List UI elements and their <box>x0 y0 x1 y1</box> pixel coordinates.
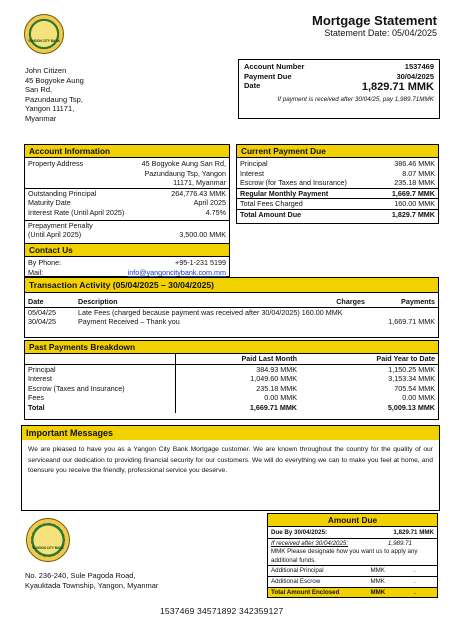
prepayment-period-label: (Until April 2025) <box>28 230 82 240</box>
account-summary-box <box>238 59 440 119</box>
account-information-heading: Account Information <box>25 145 229 158</box>
breakdown-year-to-date: 705.54 MMK <box>394 383 435 393</box>
transaction-activity-heading: Transaction Activity (05/04/2025 – 30/04/2025) <box>25 278 438 293</box>
total-row <box>25 403 438 413</box>
bank-logo-icon: YANGON CITY BANK <box>26 518 70 562</box>
total-enclosed-label: Total Amount Enclosed <box>271 588 340 596</box>
interest-value: 8.07 MMK <box>402 168 435 178</box>
transaction-header-row <box>25 297 438 307</box>
bank-address <box>25 571 158 591</box>
col-paid-year-to-date: Paid Year to Date <box>376 354 435 363</box>
breakdown-last-month: 0.00 MMK <box>175 393 300 403</box>
transaction-description: Payment Received – Thank you <box>78 317 180 327</box>
account-number-label: Account Number <box>244 62 305 71</box>
address-line: San Rd, <box>25 85 53 94</box>
principal-label: Principal <box>240 159 268 168</box>
total-enclosed-input[interactable]: . <box>414 588 416 596</box>
payment-due-label: Payment Due <box>244 71 292 81</box>
transaction-table <box>25 297 438 327</box>
outstanding-principal-label: Outstanding Principal <box>28 188 97 198</box>
property-address-line: Pazundaung Tsp, Yangon <box>144 168 226 178</box>
property-address-label: Property Address <box>28 159 84 168</box>
due-by-value: 1,829.71 MMK <box>393 529 434 536</box>
customer-address <box>25 66 84 123</box>
breakdown-year-to-date: 3,153.34 MMK <box>388 374 435 384</box>
current-payment-due-box <box>236 144 439 224</box>
additional-funds-note: MMK Please designate how you want us to apply any additional funds. <box>271 548 418 564</box>
principal-value: 386.46 MMK <box>394 159 435 168</box>
maturity-date-label: Maturity Date <box>28 198 71 208</box>
transaction-charges <box>308 317 368 327</box>
breakdown-last-month: 1,049.60 MMK <box>175 374 300 384</box>
escrow-value: 235.18 MMK <box>394 178 435 188</box>
address-line: Pazundaung Tsp, <box>25 94 83 104</box>
transaction-activity-box <box>24 277 439 338</box>
col-date: Date <box>28 297 44 306</box>
important-messages-box <box>21 425 440 511</box>
regular-monthly-payment-value: 1,669.7 MMK <box>391 188 435 198</box>
past-payments-heading: Past Payments Breakdown <box>25 341 438 354</box>
late-amount-label: If received after 30/04/2025: <box>271 539 349 547</box>
payment-reference-code: 1537469 34571892 342359127 <box>160 606 284 616</box>
col-charges: Charges <box>336 297 365 306</box>
mail-label: Mail: <box>28 267 44 277</box>
transaction-date: 30/04/25 <box>28 317 56 327</box>
additional-escrow-input[interactable]: . <box>414 577 416 585</box>
contact-us-box <box>24 243 230 277</box>
additional-principal-input[interactable]: . <box>414 567 416 575</box>
address-line: Yangon 11171, <box>25 104 75 113</box>
account-number-value: 1537469 <box>404 62 434 71</box>
breakdown-label: Escrow (Taxes and Insurance) <box>28 383 125 393</box>
statement-date: Statement Date: 05/04/2025 <box>324 28 437 38</box>
outstanding-principal-value: 264,776.43 MMK <box>171 188 226 198</box>
important-messages-heading: Important Messages <box>22 426 439 440</box>
interest-label: Interest <box>240 168 264 178</box>
bank-logo-icon: YANGON CITY BANK <box>24 14 64 54</box>
breakdown-label: Interest <box>28 374 52 384</box>
escrow-label: Escrow (for Taxes and Insurance) <box>240 178 347 188</box>
total-label: Total <box>28 402 45 412</box>
account-information-box <box>24 144 230 244</box>
past-payments-table <box>25 354 438 413</box>
bank-address-line: Kyauktada Township, Yangon, Myanmar <box>25 581 159 590</box>
amount-due-coupon <box>267 513 438 598</box>
total-last-month: 1,669.71 MMK <box>175 403 300 413</box>
due-by-label: Due By 30/04/2025: <box>271 529 328 536</box>
past-payments-box <box>24 340 439 420</box>
table-row <box>25 365 438 375</box>
col-paid-last-month: Paid Last Month <box>175 354 300 364</box>
property-address-line: 45 Bogyoke Aung San Rd, <box>141 159 226 168</box>
table-row <box>25 374 438 384</box>
interest-rate-label: Interest Rate (Until April 2025) <box>28 207 125 217</box>
contact-us-heading: Contact Us <box>25 244 229 257</box>
breakdown-label: Principal <box>28 364 56 374</box>
interest-rate-value: 4.75% <box>205 207 226 217</box>
total-fees-value: 160.00 MMK <box>394 199 435 209</box>
transaction-payments: 1,669.71 MMK <box>388 317 435 327</box>
address-line: 45 Bogyoke Aung <box>25 75 84 85</box>
customer-name: John Citizen <box>25 66 67 75</box>
total-year-to-date: 5,009.13 MMK <box>387 402 435 412</box>
email-link[interactable]: info@yangoncitybank.com.mm <box>127 267 226 277</box>
breakdown-year-to-date: 0.00 MMK <box>402 393 435 403</box>
currency-label: MMK <box>370 567 385 575</box>
breakdown-last-month: 235.18 MMK <box>175 384 300 394</box>
additional-principal-label: Additional Principal <box>271 567 324 575</box>
breakdown-year-to-date: 1,150.25 MMK <box>388 364 435 374</box>
additional-escrow-label: Additional Escrow <box>271 577 321 585</box>
prepayment-penalty-value: 3,500.00 MMK <box>179 230 226 240</box>
property-address-line: 11171, Myanmar <box>173 178 226 188</box>
bank-address-line: No. 236-240, Sule Pagoda Road, <box>25 571 136 580</box>
prepayment-penalty-label: Prepayment Penalty <box>28 220 93 230</box>
total-fees-label: Total Fees Charged <box>240 199 303 209</box>
table-row <box>25 393 438 403</box>
phone-label: By Phone: <box>28 258 62 267</box>
transaction-description: Late Fees (charged because payment was received after 30/04/2025) 160.00 MMK <box>78 307 343 317</box>
regular-monthly-payment-label: Regular Monthly Payment <box>240 188 329 198</box>
amount-due-value: 1,829.71 MMK <box>361 81 434 94</box>
total-amount-due-value: 1,829.7 MMK <box>391 209 435 219</box>
breakdown-last-month: 384.93 MMK <box>175 365 300 375</box>
table-row <box>25 308 438 318</box>
payment-due-value: 30/04/2025 <box>396 71 434 81</box>
col-payments: Payments <box>401 297 435 306</box>
amount-due-heading: Amount Due <box>268 514 437 527</box>
col-description: Description <box>78 297 118 306</box>
maturity-date-value: April 2025 <box>193 198 226 208</box>
table-row <box>25 384 438 394</box>
late-amount-value: 1,989.71 <box>387 539 412 547</box>
table-row <box>25 317 438 327</box>
important-messages-body: We are pleased to have you as a Yangon City Bank Mortgage customer. We are known throughout the country for the quality of our serviceand our dedication to providing financial security for our customers. We will do everything we can to make you feel at home, and toensure you receive the friendly, professional service you deserve. <box>28 446 433 474</box>
current-payment-due-heading: Current Payment Due <box>237 145 438 158</box>
date-label: Date <box>244 81 261 91</box>
past-payments-header-row <box>25 354 438 364</box>
address-line: Myanmar <box>25 113 57 123</box>
breakdown-label: Fees <box>28 393 44 403</box>
phone-value: +95-1-231 5199 <box>175 258 226 267</box>
currency-label: MMK <box>370 588 386 596</box>
statement-title: Mortgage Statement <box>312 13 437 28</box>
currency-label: MMK <box>370 577 385 585</box>
total-amount-due-label: Total Amount Due <box>240 209 302 219</box>
transaction-date: 05/04/25 <box>28 307 56 317</box>
late-payment-note: If payment is received after 30/04/25, pay 1,989.71MMK <box>277 95 434 103</box>
